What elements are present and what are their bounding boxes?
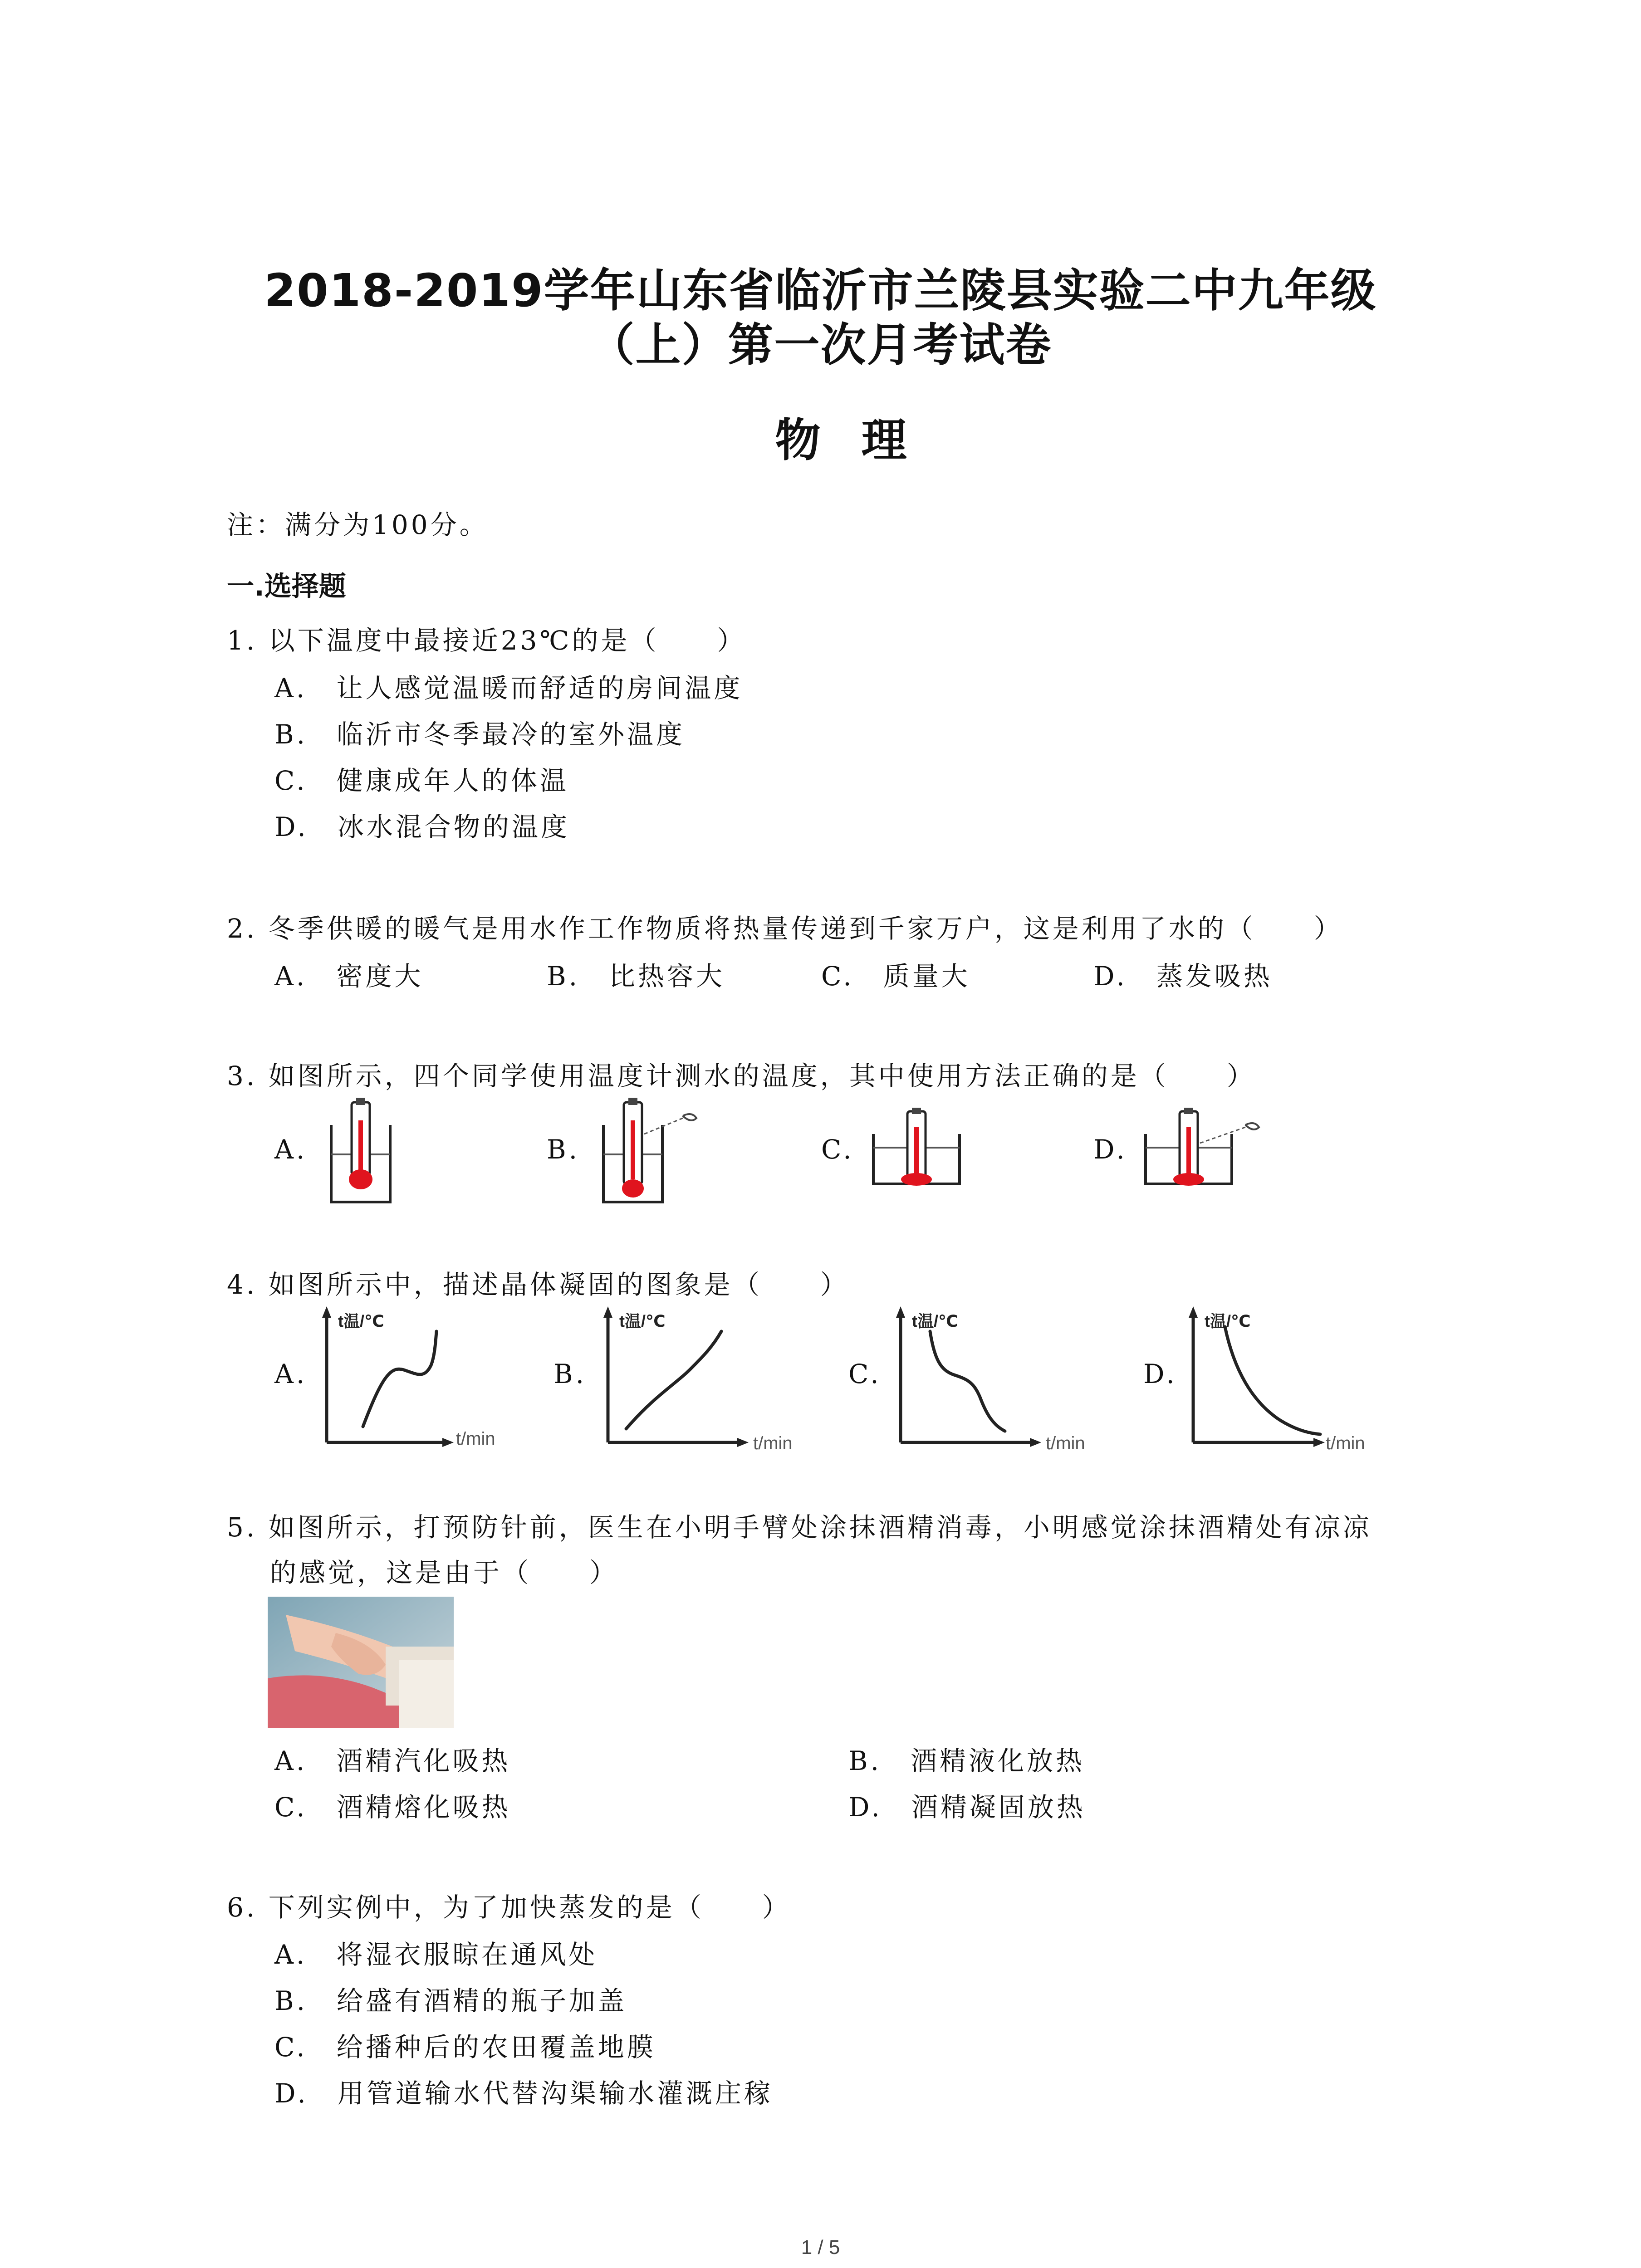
q5-option-a: A. 酒精汽化吸热 (274, 1745, 511, 1776)
q3-option-b: B. (547, 1134, 580, 1165)
q3-figure-d (1141, 1107, 1268, 1198)
q6-option-c: C. 给播种后的农田覆盖地膜 (274, 2032, 656, 2063)
q4-graph-b (599, 1306, 826, 1456)
q3-figure-b (599, 1093, 708, 1211)
q6-option-d: D. 用管道输水代替沟渠输水灌溉庄稼 (274, 2078, 773, 2109)
q5-stem-line1: 5. 如图所示，打预防针前，医生在小明手臂处涂抹酒精消毒，小明感觉涂抹酒精处有凉凉 (227, 1512, 1372, 1543)
q4-stem: 4. 如图所示中，描述晶体凝固的图象是（ ） (227, 1269, 849, 1300)
q4-graph-b-xlabel: t/min (753, 1433, 793, 1453)
q1-stem: 1. 以下温度中最接近23℃的是（ ） (227, 625, 746, 656)
q4-option-c: C. (848, 1359, 882, 1389)
page-number: 1 / 5 (801, 2236, 840, 2258)
exam-title-line1: 2018-2019学年山东省临沂市兰陵县实验二中九年级 (264, 264, 1377, 317)
q3-option-a: A. (274, 1134, 308, 1165)
q4-graph-c-xlabel: t/min (1046, 1433, 1085, 1453)
subject-title: 物理 (775, 414, 948, 467)
q4-graph-c-ylabel: t温/℃ (912, 1312, 958, 1330)
q3-figure-c (869, 1107, 969, 1198)
q2-stem: 2. 冬季供暖的暖气是用水作工作物质将热量传递到千家万户，这是利用了水的（ ） (227, 913, 1343, 944)
q4-option-b: B. (554, 1359, 587, 1389)
q5-option-b: B. 酒精液化放热 (848, 1745, 1085, 1776)
q3-option-d: D. (1093, 1134, 1127, 1165)
q3-figure-a (327, 1093, 399, 1211)
score-note: 注：满分为100分。 (227, 509, 489, 540)
q2-option-a: A. 密度大 (274, 961, 424, 992)
q3-stem: 3. 如图所示，四个同学使用温度计测水的温度，其中使用方法正确的是（ ） (227, 1061, 1256, 1091)
q5-option-c: C. 酒精熔化吸热 (274, 1792, 511, 1823)
q4-graph-d (1184, 1306, 1411, 1456)
q4-graph-d-xlabel: t/min (1326, 1433, 1365, 1453)
exam-title-line2: （上）第一次月考试卷 (589, 318, 1052, 371)
q2-option-d: D. 蒸发吸热 (1093, 961, 1273, 992)
q4-graph-a-xlabel: t/min (456, 1429, 495, 1449)
q4-graph-b-ylabel: t温/℃ (619, 1312, 666, 1330)
q2-option-c: C. 质量大 (821, 961, 970, 992)
q4-option-d: D. (1143, 1359, 1177, 1389)
q4-graph-a (318, 1306, 535, 1456)
q4-option-a: A. (274, 1359, 308, 1389)
q1-option-b: B. 临沂市冬季最冷的室外温度 (274, 719, 686, 750)
q1-option-d: D. 冰水混合物的温度 (274, 811, 570, 842)
q1-option-c: C. 健康成年人的体温 (274, 765, 569, 796)
q6-option-b: B. 给盛有酒精的瓶子加盖 (274, 1985, 627, 2016)
q1-option-a: A. 让人感觉温暖而舒适的房间温度 (274, 673, 743, 704)
q4-graph-d-ylabel: t温/℃ (1205, 1312, 1251, 1330)
section-title: 一.选择题 (227, 571, 346, 602)
q5-stem-line2: 的感觉，这是由于（ ） (270, 1557, 619, 1588)
q6-stem: 6. 下列实例中，为了加快蒸发的是（ ） (227, 1892, 791, 1923)
q4-graph-c (892, 1306, 1118, 1456)
q6-option-a: A. 将湿衣服晾在通风处 (274, 1939, 598, 1970)
q2-option-b: B. 比热容大 (547, 961, 725, 992)
q5-photo-disinfect-arm (268, 1597, 454, 1728)
q5-option-d: D. 酒精凝固放热 (848, 1792, 1086, 1823)
q4-graph-a-ylabel: t温/℃ (338, 1312, 384, 1330)
q3-option-c: C. (821, 1134, 854, 1165)
